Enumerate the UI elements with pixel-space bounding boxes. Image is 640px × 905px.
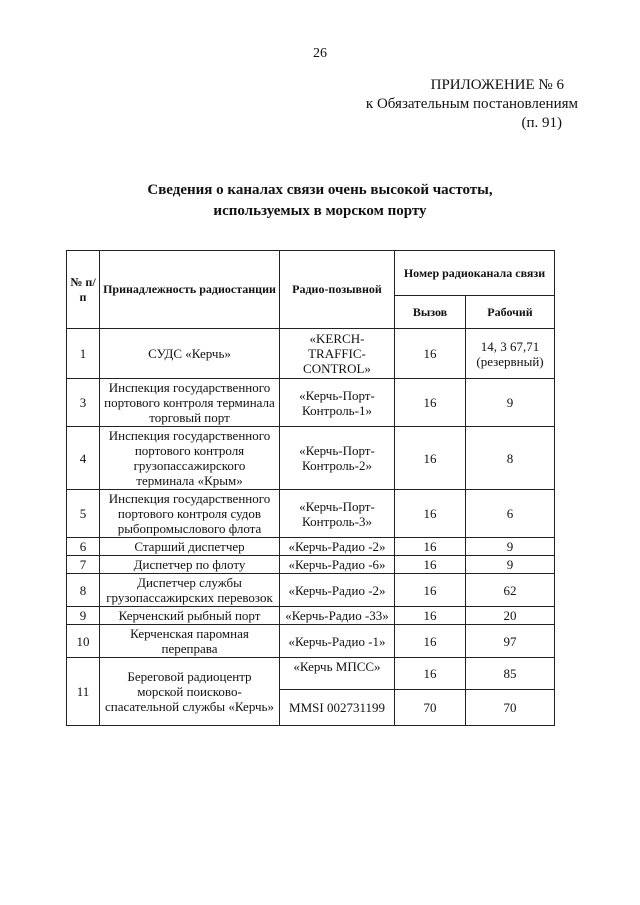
- cell-working: 9: [466, 538, 555, 556]
- cell-callsign: «Керчь-Порт-Контроль-1»: [280, 379, 395, 427]
- cell-call: 16: [395, 625, 466, 658]
- cell-call: 16: [395, 658, 466, 690]
- cell-call: 16: [395, 427, 466, 490]
- table-row: [67, 574, 555, 607]
- cell-num: 11: [67, 658, 100, 726]
- header-channel-group: Номер радиоканала связи: [395, 251, 555, 296]
- cell-callsign: «KERCH-TRAFFIC-CONTROL»: [280, 329, 395, 379]
- table-body: [67, 329, 555, 726]
- appendix-title: ПРИЛОЖЕНИЕ № 6: [430, 77, 564, 93]
- cell-working: 9: [466, 379, 555, 427]
- appendix-reference: к Обязательным постановлениям: [365, 96, 578, 112]
- table-row: [67, 329, 555, 379]
- cell-num: 7: [67, 556, 100, 574]
- document-title: [0, 180, 640, 222]
- cell-num: 3: [67, 379, 100, 427]
- cell-call: 16: [395, 574, 466, 607]
- header-call: Вызов: [395, 296, 466, 329]
- cell-owner: Инспекция государственного портового контроля терминала торговый порт: [100, 379, 280, 427]
- cell-num: 10: [67, 625, 100, 658]
- cell-num: 6: [67, 538, 100, 556]
- cell-working: 6: [466, 490, 555, 538]
- header-num: № п/п: [67, 251, 100, 329]
- cell-owner: Старший диспетчер: [100, 538, 280, 556]
- cell-owner: Керченская паромная переправа: [100, 625, 280, 658]
- table-row: [67, 490, 555, 538]
- table-row: [67, 607, 555, 625]
- cell-callsign: «Керчь-Радио -33»: [280, 607, 395, 625]
- table-row: [67, 427, 555, 490]
- cell-call: 16: [395, 329, 466, 379]
- table-row: [67, 625, 555, 658]
- table-row: [67, 538, 555, 556]
- cell-call: 16: [395, 538, 466, 556]
- cell-callsign: MMSI 002731199: [280, 690, 395, 726]
- cell-callsign: «Керчь МПСС»: [280, 658, 395, 690]
- cell-owner: Керченский рыбный порт: [100, 607, 280, 625]
- cell-callsign: «Керчь-Радио -1»: [280, 625, 395, 658]
- appendix-block: [366, 76, 578, 133]
- header-callsign: Радио-позывной: [280, 251, 395, 329]
- cell-owner: Инспекция государственного портового контроля судов рыбопромыслового флота: [100, 490, 280, 538]
- cell-owner: Инспекция государственного портового контроля грузопассажирского терминала «Крым»: [100, 427, 280, 490]
- document-title-line-2: используемых в морском порту: [213, 203, 427, 219]
- cell-owner: Диспетчер по флоту: [100, 556, 280, 574]
- cell-working: 70: [466, 690, 555, 726]
- cell-working: 20: [466, 607, 555, 625]
- cell-call: 16: [395, 490, 466, 538]
- cell-num: 5: [67, 490, 100, 538]
- cell-call: 16: [395, 607, 466, 625]
- cell-num: 8: [67, 574, 100, 607]
- cell-callsign: «Керчь-Порт-Контроль-3»: [280, 490, 395, 538]
- cell-call: 70: [395, 690, 466, 726]
- cell-owner: СУДС «Керчь»: [100, 329, 280, 379]
- page-number: 26: [313, 46, 327, 61]
- cell-working: 8: [466, 427, 555, 490]
- cell-callsign: «Керчь-Радио -2»: [280, 538, 395, 556]
- vhf-channels-table: [66, 250, 555, 726]
- table-row: [67, 379, 555, 427]
- cell-callsign: «Керчь-Радио -2»: [280, 574, 395, 607]
- cell-call: 16: [395, 556, 466, 574]
- cell-callsign: «Керчь-Радио -6»: [280, 556, 395, 574]
- cell-owner: Диспетчер службы грузопассажирских перевозок: [100, 574, 280, 607]
- cell-working: 97: [466, 625, 555, 658]
- header-working: Рабочий: [466, 296, 555, 329]
- table-row-11a: [67, 658, 555, 690]
- cell-working: 9: [466, 556, 555, 574]
- appendix-paragraph: (п. 91): [521, 115, 562, 131]
- cell-working: 62: [466, 574, 555, 607]
- cell-num: 4: [67, 427, 100, 490]
- cell-num: 1: [67, 329, 100, 379]
- cell-working: 85: [466, 658, 555, 690]
- document-title-line-1: Сведения о каналах связи очень высокой частоты,: [147, 182, 493, 198]
- cell-num: 9: [67, 607, 100, 625]
- cell-callsign: «Керчь-Порт-Контроль-2»: [280, 427, 395, 490]
- cell-call: 16: [395, 379, 466, 427]
- cell-owner: Береговой радиоцентр морской поисково-спасательной службы «Керчь»: [100, 658, 280, 726]
- header-owner: Принадлежность радиостанции: [100, 251, 280, 329]
- table-row: [67, 556, 555, 574]
- cell-working: 14, 3 67,71 (резервный): [466, 329, 555, 379]
